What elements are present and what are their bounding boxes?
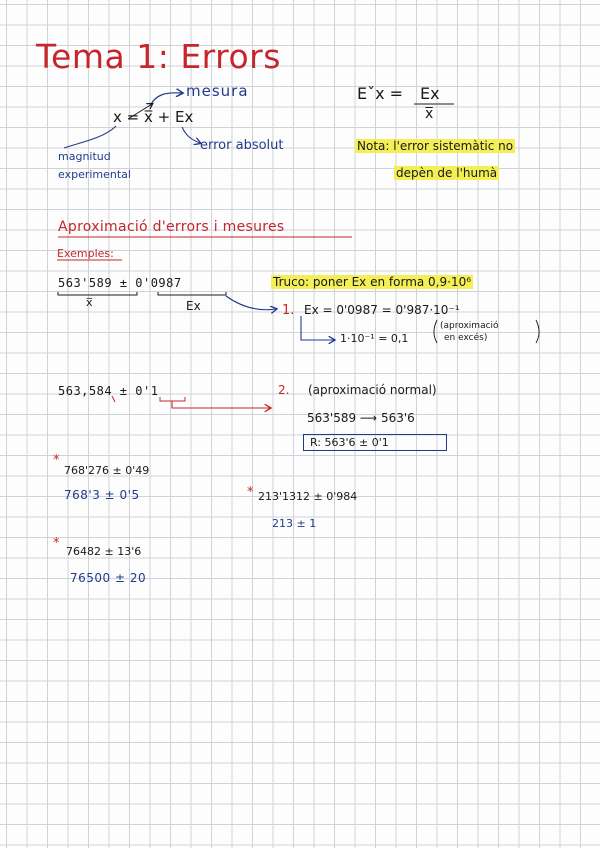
nota-line2-text: depèn de l'humà [396,166,498,180]
step1-line1: Ex = 0'0987 = 0'987·10⁻¹ [304,303,460,317]
magnitud-curve [64,126,116,148]
main-formula: x = x̅ + Ex [113,108,194,126]
exercise1-answer: 768'3 ± 0'5 [64,488,140,502]
exercise3-star: * [53,536,60,551]
exercise1-star: * [53,453,60,468]
approx-exces-line2: en excés) [444,333,488,343]
nota-line1-text: Nota: l'error sistemàtic no [357,139,514,153]
step1-l-arrow [301,316,334,340]
exercise2-answer: 213 ± 1 [272,517,317,530]
exercise2-star: * [247,485,254,500]
step2-label: (aproximació normal) [308,383,437,397]
example1-value: 563'589 ± 0'0987 [58,276,182,290]
step1-number: 1. [282,303,295,318]
approx-exces-line1: (aproximació [440,321,499,331]
ex-to-step1-arrow [226,296,276,310]
ex-bracket [158,292,226,295]
example1-ex-label: Ex [186,299,201,313]
relative-error-numerator: Ex [420,84,440,103]
example2-arrow [172,401,270,408]
example2-tick [112,396,115,402]
result-box: R: 563'6 ± 0'1 [303,434,447,451]
examples-label: Exemples: [57,247,114,260]
error-absolut-arrow [182,127,200,143]
page-title: Tema 1: Errors [36,37,281,76]
step2-line: 563'589 ⟶ 563'6 [307,411,415,425]
exercise2-problem: 213'1312 ± 0'984 [258,490,358,503]
approx-paren-left [434,320,437,343]
example2-digit-bracket [160,397,185,401]
exercise1-problem: 768'276 ± 0'49 [64,464,150,477]
mesura-arrow [150,93,182,106]
exercise3-answer: 76500 ± 20 [70,571,147,585]
xbar-bracket [58,292,137,295]
xbar-arrow [128,104,152,119]
exercise3-problem: 76482 ± 13'6 [66,545,142,558]
mesura-label: mesura [186,82,249,100]
section-heading: Aproximació d'errors i mesures [58,219,285,235]
magnitud-label-line1: magnitud [58,150,111,163]
step2-number: 2. [278,383,290,397]
example2-value: 563,584 ± 0'1 [58,384,159,398]
relative-error-lhs: Eˇx = [357,84,404,103]
approx-paren-right [536,320,539,343]
step1-line2: 1·10⁻¹ = 0,1 [340,332,409,345]
magnitud-label-line2: experimental [58,168,131,181]
relative-error-denominator: x̅ [425,106,434,122]
error-absolut-label: error absolut [200,138,284,153]
truco-note-text: Truco: poner Ex en forma 0,9·10⁶ [273,275,472,289]
example1-x-label: x̅ [86,296,93,309]
